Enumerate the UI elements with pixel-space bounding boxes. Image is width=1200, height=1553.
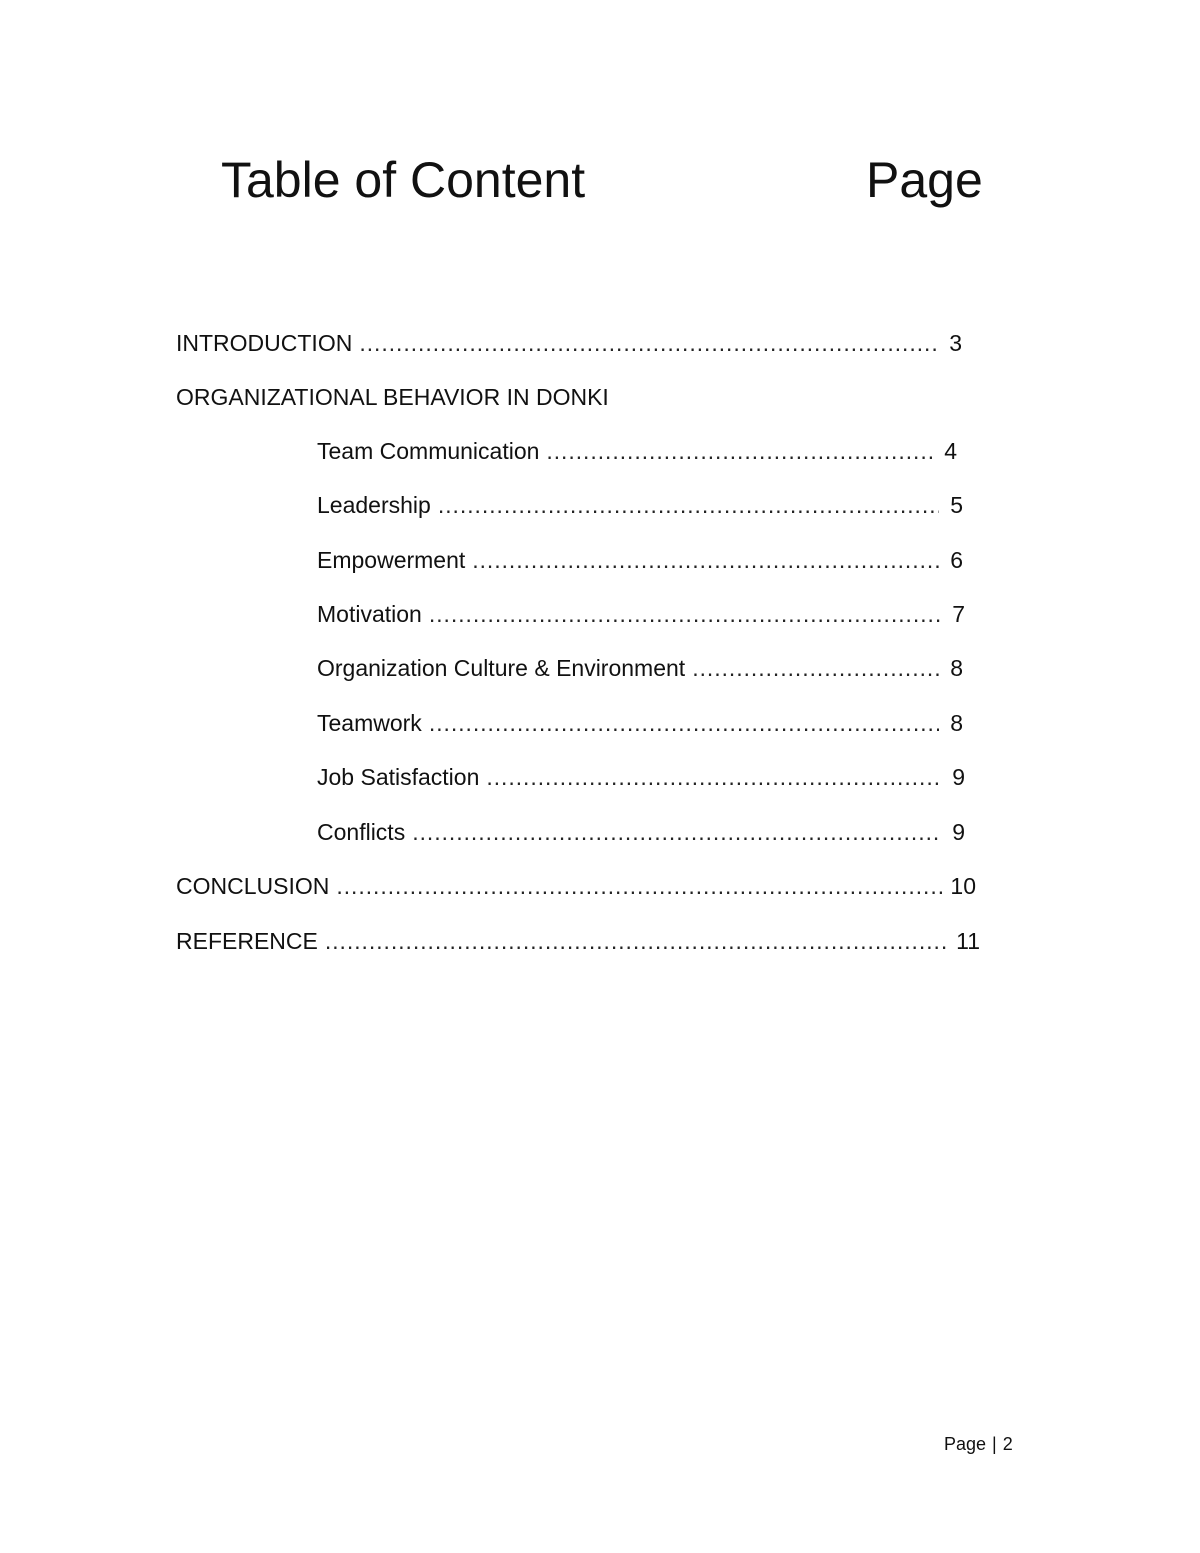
toc-entry-label: ORGANIZATIONAL BEHAVIOR IN DONKI bbox=[176, 384, 609, 410]
toc-entry-page: 8 bbox=[950, 710, 963, 736]
toc-entry-leadership[interactable] bbox=[317, 487, 963, 523]
toc-entry-page: 11 bbox=[956, 928, 980, 954]
toc-entry-label: Conflicts bbox=[317, 819, 406, 845]
toc-entry-conclusion[interactable] bbox=[176, 868, 976, 904]
toc-entry-label: Organization Culture & Environment bbox=[317, 655, 686, 681]
toc-entry-label: CONCLUSION bbox=[176, 873, 330, 899]
toc-entry-empowerment[interactable] bbox=[317, 542, 963, 578]
toc-entry-label: Empowerment bbox=[317, 547, 466, 573]
toc-entry-label: Job Satisfaction bbox=[317, 764, 480, 790]
toc-entry-label: Motivation bbox=[317, 601, 422, 627]
dot-leader bbox=[335, 868, 944, 904]
dot-leader bbox=[358, 325, 938, 361]
toc-entry-page: 4 bbox=[944, 438, 957, 464]
toc-entry-introduction[interactable] bbox=[176, 325, 962, 361]
dot-leader bbox=[324, 923, 950, 959]
toc-entry-reference[interactable] bbox=[176, 923, 980, 959]
toc-entry-motivation[interactable] bbox=[317, 596, 965, 632]
dot-leader bbox=[411, 814, 941, 850]
toc-heading-page-label: Page bbox=[866, 152, 983, 208]
dot-leader bbox=[485, 759, 941, 795]
toc-entry-label: REFERENCE bbox=[176, 928, 318, 954]
dot-leader bbox=[437, 487, 939, 523]
toc-entry-page: 9 bbox=[952, 819, 965, 845]
toc-heading-title: Table of Content bbox=[221, 152, 586, 208]
toc-entry-page: 7 bbox=[952, 601, 965, 627]
footer-separator: | bbox=[992, 1434, 997, 1454]
toc-entry-page: 10 bbox=[950, 873, 976, 899]
toc-entry-teamwork[interactable] bbox=[317, 705, 963, 741]
footer-page-label: Page bbox=[944, 1434, 987, 1454]
toc-entry-organizational-behavior[interactable] bbox=[176, 379, 609, 415]
toc-entry-page: 5 bbox=[950, 492, 963, 518]
toc-entry-label: INTRODUCTION bbox=[176, 330, 353, 356]
dot-leader bbox=[428, 705, 939, 741]
dot-leader bbox=[545, 433, 933, 469]
toc-entry-label: Team Communication bbox=[317, 438, 540, 464]
toc-entry-conflicts[interactable] bbox=[317, 814, 965, 850]
toc-entry-page: 8 bbox=[950, 655, 963, 681]
dot-leader bbox=[471, 542, 939, 578]
page-footer bbox=[944, 1432, 1013, 1456]
footer-page-number: 2 bbox=[1002, 1434, 1013, 1454]
dot-leader bbox=[691, 650, 939, 686]
toc-entry-page: 3 bbox=[949, 330, 962, 356]
toc-entry-page: 6 bbox=[950, 547, 963, 573]
dot-leader bbox=[428, 596, 941, 632]
toc-entry-team-communication[interactable] bbox=[317, 433, 957, 469]
toc-entry-label: Leadership bbox=[317, 492, 431, 518]
toc-entry-page: 9 bbox=[952, 764, 965, 790]
toc-entry-organization-culture[interactable] bbox=[317, 650, 963, 686]
toc-entry-label: Teamwork bbox=[317, 710, 422, 736]
toc-entry-job-satisfaction[interactable] bbox=[317, 759, 965, 795]
